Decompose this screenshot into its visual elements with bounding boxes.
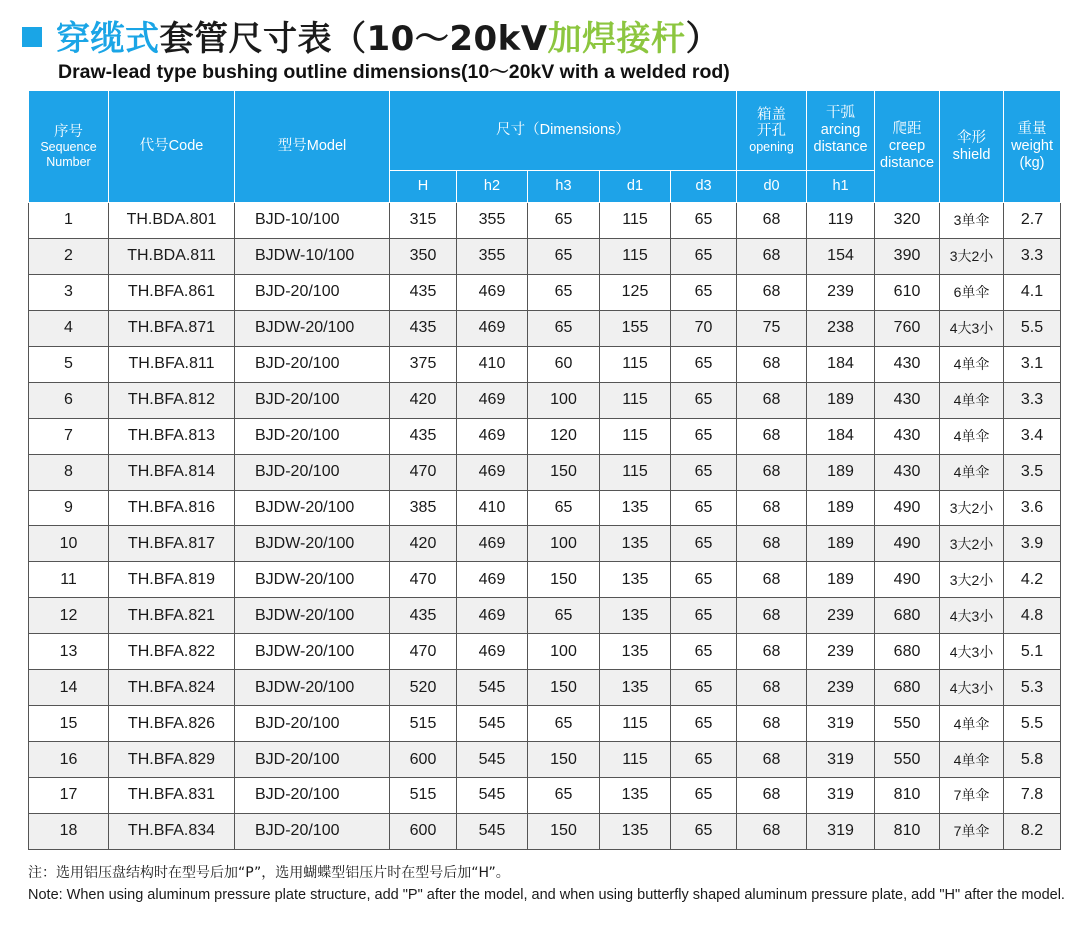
cell-H: 420 (390, 382, 457, 418)
cell-model: BJD-20/100 (235, 346, 390, 382)
cell-h2: 469 (457, 526, 528, 562)
cell-code: TH.BFA.811 (109, 346, 235, 382)
cell-shield: 4单伞 (940, 454, 1004, 490)
cell-shield: 3大2小 (940, 238, 1004, 274)
cell-code: TH.BFA.819 (109, 562, 235, 598)
cell-code: TH.BFA.816 (109, 490, 235, 526)
cell-H: 515 (390, 778, 457, 814)
cell-H: 600 (390, 742, 457, 778)
cell-h1: 119 (807, 203, 875, 239)
header-sub-h1: h1 (807, 171, 875, 203)
cell-H: 515 (390, 706, 457, 742)
note-english: Note: When using aluminum pressure plate structure, add "P" after the model, and when using butterfly shaped aluminum pressure plate, add "H" after the model. (28, 887, 1065, 903)
cell-d1: 115 (600, 238, 671, 274)
header-shield: 伞形 shield (940, 91, 1004, 203)
cell-d3: 70 (671, 310, 737, 346)
cell-h3: 150 (528, 742, 600, 778)
cell-h1: 319 (807, 813, 875, 849)
cell-sequence: 3 (29, 274, 109, 310)
cell-sequence: 2 (29, 238, 109, 274)
cell-d0: 68 (737, 562, 807, 598)
cell-shield: 4单伞 (940, 742, 1004, 778)
cell-d0: 68 (737, 526, 807, 562)
cell-d1: 155 (600, 310, 671, 346)
cell-code: TH.BFA.821 (109, 598, 235, 634)
cell-H: 420 (390, 526, 457, 562)
header-opening: 箱盖 开孔 opening (737, 91, 807, 171)
cell-weight: 5.1 (1004, 634, 1061, 670)
cell-h2: 469 (457, 310, 528, 346)
cell-h3: 65 (528, 310, 600, 346)
cell-creep: 490 (875, 526, 940, 562)
cell-shield: 7单伞 (940, 778, 1004, 814)
cell-shield: 4大3小 (940, 310, 1004, 346)
cell-shield: 4单伞 (940, 382, 1004, 418)
cell-creep: 490 (875, 490, 940, 526)
header-arcing: 干弧 arcing distance (807, 91, 875, 171)
cell-H: 470 (390, 634, 457, 670)
cell-creep: 680 (875, 670, 940, 706)
cell-sequence: 18 (29, 813, 109, 849)
cell-h2: 355 (457, 203, 528, 239)
cell-model: BJDW-20/100 (235, 598, 390, 634)
cell-creep: 680 (875, 598, 940, 634)
cell-h2: 410 (457, 346, 528, 382)
table-row (29, 778, 1061, 814)
header-sub-d3: d3 (671, 171, 737, 203)
cell-h2: 545 (457, 670, 528, 706)
cell-sequence: 13 (29, 634, 109, 670)
cell-h1: 238 (807, 310, 875, 346)
cell-h2: 469 (457, 274, 528, 310)
cell-d1: 135 (600, 526, 671, 562)
cell-d3: 65 (671, 634, 737, 670)
cell-code: TH.BFA.871 (109, 310, 235, 346)
cell-d1: 115 (600, 418, 671, 454)
cell-weight: 2.7 (1004, 203, 1061, 239)
cell-d0: 68 (737, 454, 807, 490)
cell-creep: 810 (875, 778, 940, 814)
cell-h2: 469 (457, 634, 528, 670)
cell-code: TH.BDA.811 (109, 238, 235, 274)
cell-d3: 65 (671, 274, 737, 310)
cell-weight: 4.1 (1004, 274, 1061, 310)
cell-h1: 154 (807, 238, 875, 274)
cell-sequence: 11 (29, 562, 109, 598)
cell-shield: 3大2小 (940, 562, 1004, 598)
cell-h3: 150 (528, 670, 600, 706)
header-dimensions: 尺寸（Dimensions） (390, 91, 737, 171)
cell-d1: 135 (600, 813, 671, 849)
cell-h1: 189 (807, 562, 875, 598)
cell-d3: 65 (671, 238, 737, 274)
cell-h1: 319 (807, 778, 875, 814)
cell-d3: 65 (671, 562, 737, 598)
cell-model: BJDW-20/100 (235, 310, 390, 346)
cell-d3: 65 (671, 346, 737, 382)
cell-weight: 3.1 (1004, 346, 1061, 382)
cell-d3: 65 (671, 813, 737, 849)
cell-h3: 65 (528, 706, 600, 742)
cell-H: 600 (390, 813, 457, 849)
table-row (29, 382, 1061, 418)
cell-h1: 189 (807, 526, 875, 562)
cell-h2: 355 (457, 238, 528, 274)
cell-sequence: 17 (29, 778, 109, 814)
cell-shield: 4单伞 (940, 418, 1004, 454)
cell-h1: 239 (807, 274, 875, 310)
cell-d1: 115 (600, 203, 671, 239)
table-row (29, 203, 1061, 239)
cell-creep: 550 (875, 742, 940, 778)
cell-code: TH.BFA.822 (109, 634, 235, 670)
cell-d0: 68 (737, 490, 807, 526)
cell-h3: 65 (528, 203, 600, 239)
cell-d0: 68 (737, 382, 807, 418)
cell-h1: 319 (807, 706, 875, 742)
table-row (29, 238, 1061, 274)
table-row (29, 526, 1061, 562)
table-row (29, 454, 1061, 490)
cell-model: BJD-20/100 (235, 454, 390, 490)
cell-h2: 545 (457, 813, 528, 849)
cell-h1: 184 (807, 346, 875, 382)
table-row (29, 490, 1061, 526)
cell-code: TH.BFA.861 (109, 274, 235, 310)
cell-creep: 550 (875, 706, 940, 742)
cell-d0: 68 (737, 634, 807, 670)
cell-shield: 4单伞 (940, 706, 1004, 742)
cell-d1: 125 (600, 274, 671, 310)
cell-d3: 65 (671, 203, 737, 239)
header-code: 代号Code (109, 91, 235, 203)
cell-d0: 68 (737, 778, 807, 814)
cell-d0: 68 (737, 346, 807, 382)
table-body (29, 203, 1061, 850)
cell-shield: 4大3小 (940, 634, 1004, 670)
cell-d3: 65 (671, 742, 737, 778)
cell-h3: 65 (528, 598, 600, 634)
table-row (29, 813, 1061, 849)
cell-creep: 390 (875, 238, 940, 274)
header-sub-d0: d0 (737, 171, 807, 203)
cell-weight: 4.2 (1004, 562, 1061, 598)
cell-code: TH.BFA.813 (109, 418, 235, 454)
cell-sequence: 7 (29, 418, 109, 454)
cell-d3: 65 (671, 454, 737, 490)
cell-weight: 5.5 (1004, 706, 1061, 742)
cell-model: BJDW-20/100 (235, 634, 390, 670)
cell-h1: 239 (807, 598, 875, 634)
cell-weight: 7.8 (1004, 778, 1061, 814)
cell-d1: 135 (600, 778, 671, 814)
cell-creep: 430 (875, 418, 940, 454)
title-part-black-1: 套管尺寸表（10～20kV (159, 18, 548, 59)
cell-model: BJD-20/100 (235, 742, 390, 778)
cell-d0: 68 (737, 706, 807, 742)
cell-h3: 65 (528, 490, 600, 526)
cell-sequence: 4 (29, 310, 109, 346)
cell-creep: 610 (875, 274, 940, 310)
cell-weight: 5.3 (1004, 670, 1061, 706)
cell-creep: 810 (875, 813, 940, 849)
cell-d1: 115 (600, 706, 671, 742)
cell-h3: 150 (528, 454, 600, 490)
cell-weight: 3.3 (1004, 238, 1061, 274)
cell-weight: 4.8 (1004, 598, 1061, 634)
cell-h2: 469 (457, 418, 528, 454)
header-creep: 爬距 creep distance (875, 91, 940, 203)
cell-model: BJD-20/100 (235, 706, 390, 742)
cell-creep: 320 (875, 203, 940, 239)
cell-d0: 68 (737, 670, 807, 706)
cell-d3: 65 (671, 670, 737, 706)
cell-h1: 239 (807, 670, 875, 706)
cell-sequence: 1 (29, 203, 109, 239)
cell-shield: 3单伞 (940, 203, 1004, 239)
cell-h2: 545 (457, 778, 528, 814)
cell-H: 375 (390, 346, 457, 382)
cell-code: TH.BFA.817 (109, 526, 235, 562)
cell-d1: 115 (600, 742, 671, 778)
table-row (29, 418, 1061, 454)
dimension-table (28, 90, 1061, 850)
cell-d1: 115 (600, 346, 671, 382)
cell-code: TH.BDA.801 (109, 203, 235, 239)
cell-creep: 490 (875, 562, 940, 598)
header-sub-H: H (390, 171, 457, 203)
cell-d1: 135 (600, 670, 671, 706)
cell-d1: 115 (600, 454, 671, 490)
cell-H: 350 (390, 238, 457, 274)
cell-code: TH.BFA.812 (109, 382, 235, 418)
cell-shield: 7单伞 (940, 813, 1004, 849)
cell-sequence: 15 (29, 706, 109, 742)
table-row (29, 274, 1061, 310)
cell-model: BJDW-20/100 (235, 490, 390, 526)
cell-weight: 8.2 (1004, 813, 1061, 849)
cell-d1: 135 (600, 598, 671, 634)
cell-H: 435 (390, 274, 457, 310)
header-sub-h2: h2 (457, 171, 528, 203)
cell-h2: 469 (457, 562, 528, 598)
cell-model: BJD-20/100 (235, 382, 390, 418)
cell-h2: 410 (457, 490, 528, 526)
cell-d0: 68 (737, 598, 807, 634)
cell-d1: 115 (600, 382, 671, 418)
cell-model: BJDW-10/100 (235, 238, 390, 274)
cell-creep: 760 (875, 310, 940, 346)
cell-sequence: 5 (29, 346, 109, 382)
header-model: 型号Model (235, 91, 390, 203)
cell-code: TH.BFA.814 (109, 454, 235, 490)
cell-h1: 189 (807, 382, 875, 418)
cell-model: BJD-20/100 (235, 274, 390, 310)
cell-model: BJD-20/100 (235, 813, 390, 849)
cell-H: 470 (390, 454, 457, 490)
cell-h1: 319 (807, 742, 875, 778)
cell-h2: 545 (457, 706, 528, 742)
table-row (29, 742, 1061, 778)
title-square-icon (22, 27, 42, 47)
title-part-green: 加焊接杆 (547, 18, 686, 59)
cell-shield: 4大3小 (940, 670, 1004, 706)
cell-sequence: 16 (29, 742, 109, 778)
cell-sequence: 14 (29, 670, 109, 706)
table-row (29, 598, 1061, 634)
cell-H: 520 (390, 670, 457, 706)
cell-H: 315 (390, 203, 457, 239)
cell-d3: 65 (671, 418, 737, 454)
table-row (29, 310, 1061, 346)
cell-d1: 135 (600, 634, 671, 670)
cell-weight: 5.8 (1004, 742, 1061, 778)
cell-shield: 4大3小 (940, 598, 1004, 634)
cell-h3: 100 (528, 526, 600, 562)
cell-creep: 680 (875, 634, 940, 670)
cell-code: TH.BFA.829 (109, 742, 235, 778)
cell-h1: 189 (807, 454, 875, 490)
cell-h3: 100 (528, 634, 600, 670)
cell-model: BJDW-20/100 (235, 562, 390, 598)
cell-d1: 135 (600, 490, 671, 526)
cell-shield: 3大2小 (940, 490, 1004, 526)
cell-d3: 65 (671, 490, 737, 526)
cell-h2: 545 (457, 742, 528, 778)
title-text (56, 11, 720, 60)
cell-h3: 60 (528, 346, 600, 382)
cell-d0: 68 (737, 813, 807, 849)
cell-sequence: 8 (29, 454, 109, 490)
cell-d0: 68 (737, 418, 807, 454)
cell-h3: 65 (528, 778, 600, 814)
cell-creep: 430 (875, 382, 940, 418)
cell-shield: 6单伞 (940, 274, 1004, 310)
cell-h1: 184 (807, 418, 875, 454)
cell-d0: 75 (737, 310, 807, 346)
table-row (29, 634, 1061, 670)
cell-H: 435 (390, 310, 457, 346)
cell-creep: 430 (875, 454, 940, 490)
note-chinese: 注：选用铝压盘结构时在型号后加“P”，选用蝴蝶型铝压片时在型号后加“H”。 (28, 865, 510, 881)
title-part-black-2: ） (685, 18, 721, 59)
cell-H: 385 (390, 490, 457, 526)
cell-h3: 150 (528, 813, 600, 849)
cell-h3: 120 (528, 418, 600, 454)
header-sequence: 序号 Sequence Number (29, 91, 109, 203)
cell-weight: 3.5 (1004, 454, 1061, 490)
cell-d3: 65 (671, 778, 737, 814)
cell-weight: 3.6 (1004, 490, 1061, 526)
cell-d1: 135 (600, 562, 671, 598)
cell-h3: 100 (528, 382, 600, 418)
cell-d0: 68 (737, 203, 807, 239)
cell-h2: 469 (457, 598, 528, 634)
cell-weight: 3.9 (1004, 526, 1061, 562)
cell-creep: 430 (875, 346, 940, 382)
header-sub-d1: d1 (600, 171, 671, 203)
cell-model: BJD-20/100 (235, 418, 390, 454)
table-row (29, 346, 1061, 382)
cell-h3: 65 (528, 238, 600, 274)
cell-d0: 68 (737, 274, 807, 310)
header-sub-h3: h3 (528, 171, 600, 203)
cell-code: TH.BFA.831 (109, 778, 235, 814)
cell-d3: 65 (671, 382, 737, 418)
page-title (22, 10, 720, 60)
cell-d3: 65 (671, 706, 737, 742)
cell-code: TH.BFA.826 (109, 706, 235, 742)
cell-d3: 65 (671, 598, 737, 634)
table-row (29, 706, 1061, 742)
cell-h2: 469 (457, 382, 528, 418)
cell-model: BJDW-20/100 (235, 670, 390, 706)
cell-h3: 150 (528, 562, 600, 598)
table-row (29, 670, 1061, 706)
cell-model: BJD-20/100 (235, 778, 390, 814)
cell-sequence: 9 (29, 490, 109, 526)
cell-sequence: 12 (29, 598, 109, 634)
cell-H: 435 (390, 598, 457, 634)
header-weight: 重量 weight (kg) (1004, 91, 1061, 203)
cell-weight: 3.3 (1004, 382, 1061, 418)
cell-h3: 65 (528, 274, 600, 310)
cell-model: BJDW-20/100 (235, 526, 390, 562)
cell-h1: 189 (807, 490, 875, 526)
cell-sequence: 10 (29, 526, 109, 562)
title-part-blue: 穿缆式 (56, 18, 160, 59)
cell-d0: 68 (737, 742, 807, 778)
cell-weight: 5.5 (1004, 310, 1061, 346)
cell-h2: 469 (457, 454, 528, 490)
cell-d0: 68 (737, 238, 807, 274)
page-subtitle: Draw-lead type bushing outline dimensions(10～20kV with a welded rod) (58, 61, 730, 83)
cell-shield: 4单伞 (940, 346, 1004, 382)
cell-h1: 239 (807, 634, 875, 670)
cell-shield: 3大2小 (940, 526, 1004, 562)
cell-H: 435 (390, 418, 457, 454)
table-row (29, 562, 1061, 598)
cell-model: BJD-10/100 (235, 203, 390, 239)
cell-weight: 3.4 (1004, 418, 1061, 454)
cell-d3: 65 (671, 526, 737, 562)
cell-sequence: 6 (29, 382, 109, 418)
cell-code: TH.BFA.834 (109, 813, 235, 849)
cell-code: TH.BFA.824 (109, 670, 235, 706)
cell-H: 470 (390, 562, 457, 598)
